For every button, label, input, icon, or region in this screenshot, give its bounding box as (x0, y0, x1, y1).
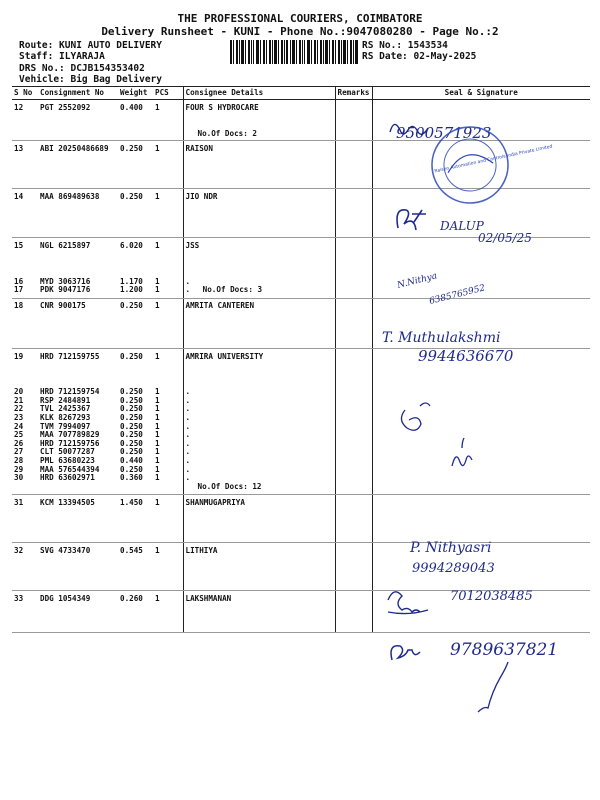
row-consignment: TVL 2425367 (40, 405, 91, 414)
row-consignment: NGL 6215897 (40, 241, 91, 251)
row-sno: 30 (14, 474, 24, 483)
row-consignee: . (183, 466, 335, 475)
row-pcs: 1 (155, 241, 160, 251)
row-pcs: 1 (155, 388, 160, 397)
row-consignment: HRD 63602971 (40, 474, 95, 483)
row-consignment: ABI 20250486689 (38, 141, 118, 189)
handwritten-phone-18: 9944636670 (418, 347, 514, 365)
row-pcs: 1 (155, 439, 160, 448)
row-pcs: 1 (155, 431, 160, 440)
table-row (12, 591, 590, 633)
row-weight: 1.170 (120, 277, 143, 286)
row-consignee: SHANMUGAPRIYA (183, 495, 335, 543)
row-weight: 0.250 (118, 141, 153, 189)
row-sno: 19 (14, 351, 24, 361)
row-weight: 0.250 (120, 405, 143, 414)
row-weight: 0.400 (120, 103, 143, 112)
row-consignee: . (183, 474, 335, 483)
row-weight: 0.260 (118, 591, 153, 633)
table-row (12, 388, 590, 397)
vehicle-field: Vehicle: Big Bag Delivery (19, 74, 162, 85)
table-row (12, 448, 590, 457)
row-consignee: . (183, 405, 335, 414)
row-consignee: AMRIRA UNIVERSITY (183, 348, 335, 388)
header-title: THE PROFESSIONAL COURIERS, COIMBATORE (177, 12, 423, 25)
table-row (12, 474, 590, 483)
handwritten-sig-14: DALUP (440, 219, 484, 233)
row-consignment: PDK 9047176 (38, 286, 118, 298)
row-weight: 0.250 (120, 396, 143, 405)
row-sno: 23 (14, 413, 24, 422)
row-sno: 31 (12, 495, 38, 543)
ink-stroke (478, 662, 508, 712)
table-row (12, 189, 590, 238)
table-row (12, 141, 590, 189)
table-row (12, 405, 590, 414)
table-row (12, 286, 590, 298)
table-row (12, 431, 590, 440)
row-consignee: LITHIYA (183, 543, 335, 591)
route-field: Route: KUNI AUTO DELIVERY (19, 40, 162, 51)
runsheet-table (12, 86, 590, 633)
row-pcs: 1 (153, 591, 183, 633)
row-sno: 33 (12, 591, 38, 633)
row-consignment: DDG 1054349 (38, 591, 118, 633)
table-row (12, 113, 590, 141)
col-sno: S No (12, 87, 38, 100)
row-weight: 1.200 (118, 286, 153, 298)
row-pcs: 1 (155, 456, 160, 465)
row-consignee: . (183, 414, 335, 423)
row-pcs: 1 (155, 405, 160, 414)
barcode-image (230, 40, 358, 64)
row-pcs: 1 (155, 413, 160, 422)
row-weight: 1.450 (118, 495, 153, 543)
table-row (12, 543, 590, 591)
row-consignment: MAA 869489638 (38, 189, 118, 238)
row-pcs: 1 (155, 277, 160, 286)
row-sno: 12 (14, 103, 24, 112)
handwritten-phone-32: 7012038485 (450, 589, 533, 604)
docs-count: No.Of Docs: 2 (183, 113, 335, 141)
col-seal: Seal & Signature (372, 87, 590, 100)
table-row (12, 238, 590, 278)
docs-count: No.Of Docs: 12 (183, 483, 335, 495)
row-pcs: 1 (153, 543, 183, 591)
row-consignee: . (183, 431, 335, 440)
row-pcs: 1 (153, 298, 183, 348)
row-sno: 27 (14, 448, 24, 457)
row-consignment: HRD 712159755 (40, 351, 100, 361)
row-weight: 0.250 (120, 422, 143, 431)
row-weight: 0.250 (120, 465, 143, 474)
col-pcs: PCS (153, 87, 183, 100)
row-sno: 25 (14, 431, 24, 440)
row-sno: 28 (14, 456, 24, 465)
row-consignment: PML 63680223 (40, 456, 95, 465)
col-consignment: Consignment No (38, 87, 118, 100)
row-sno: 21 (14, 396, 24, 405)
row-consignment: TVM 7994097 (40, 422, 91, 431)
table-row (12, 466, 590, 475)
header-subtitle: Delivery Runsheet - KUNI - Phone No.:9047080280 - Page No.:2 (101, 25, 499, 38)
handwritten-phone-33: 9789637821 (450, 640, 559, 660)
row-consignee: JSS (183, 238, 335, 278)
row-consignee: AMRITA CANTEREN (183, 298, 335, 348)
row-weight: 0.360 (120, 474, 143, 483)
table-row (12, 423, 590, 432)
row-weight: 0.545 (118, 543, 153, 591)
row-pcs: 1 (155, 448, 160, 457)
table-row (12, 483, 590, 495)
row-sno: 24 (14, 422, 24, 431)
signature-scribble-33 (391, 646, 420, 660)
row-sno: 13 (12, 141, 38, 189)
row-consignment: HRD 712159754 (40, 388, 100, 397)
col-remarks: Remarks (335, 87, 372, 100)
row-weight: 0.250 (120, 448, 143, 457)
row-sno: 29 (14, 465, 24, 474)
row-consignee: LAKSHMANAN (183, 591, 335, 633)
row-pcs: 1 (153, 141, 183, 189)
row-consignment: PGT 2552092 (40, 103, 91, 112)
table-row (12, 414, 590, 423)
row-weight: 0.250 (120, 431, 143, 440)
docs-count: No.Of Docs: 3 (202, 286, 263, 295)
row-consignee: JIO NDR (183, 189, 335, 238)
handwritten-phone-31: 9994289043 (412, 561, 495, 576)
row-consignment: SVG 4733470 (38, 543, 118, 591)
row-consignee: . (183, 388, 335, 397)
drs-field: DRS No.: DCJB154353402 (19, 63, 145, 74)
row-consignee: . (183, 448, 335, 457)
table-row (12, 348, 590, 388)
row-consignment: RSP 2484891 (40, 396, 91, 405)
row-remarks (335, 100, 372, 113)
table-header-row (12, 87, 590, 100)
row-pcs: 1 (155, 465, 160, 474)
row-sno: 20 (14, 388, 24, 397)
col-weight: Weight (118, 87, 153, 100)
row-pcs: 1 (155, 474, 160, 483)
table-row (12, 440, 590, 449)
row-weight: 0.250 (120, 413, 143, 422)
row-pcs: 1 (153, 286, 183, 298)
row-consignment: MAA 707789829 (40, 431, 100, 440)
row-seal (372, 100, 590, 113)
row-sno: 17 (12, 286, 38, 298)
row-consignment: CLT 50077287 (40, 448, 95, 457)
handwritten-date-14: 02/05/25 (478, 231, 532, 245)
row-sno: 22 (14, 405, 24, 414)
table-row (12, 457, 590, 466)
table-row (12, 100, 590, 113)
row-weight: 0.440 (120, 456, 143, 465)
row-consignee (183, 286, 335, 298)
handwritten-name-31: P. Nithyasri (410, 540, 492, 556)
row-weight: 0.250 (120, 351, 143, 361)
row-consignment: MYD 3063716 (40, 277, 91, 286)
handwritten-name-18: T. Muthulakshmi (382, 330, 501, 346)
row-sno: 32 (12, 543, 38, 591)
staff-field: Staff: ILYARAJA (19, 51, 105, 62)
row-sno: 18 (12, 298, 38, 348)
table-row (12, 278, 590, 287)
handwritten-phone-15: 6385765952 (428, 283, 487, 307)
table-row (12, 298, 590, 348)
row-consignment: KCM 13394505 (38, 495, 118, 543)
stamp-text: Raison Automation and Controls India Private Limited (434, 144, 553, 175)
handwritten-name-15: N.Nithya (396, 271, 439, 291)
table-row (12, 397, 590, 406)
col-consignee: Consignee Details (183, 87, 335, 100)
table-row (12, 495, 590, 543)
row-pcs: 1 (155, 103, 160, 112)
row-consignment: HRD 712159756 (40, 439, 100, 448)
row-weight: 0.250 (118, 298, 153, 348)
row-sno: 26 (14, 439, 24, 448)
row-pcs: 1 (155, 351, 160, 361)
row-consignee: . (183, 423, 335, 432)
row-consignee: . (183, 397, 335, 406)
row-consignee: RAISON (183, 141, 335, 189)
row-consignment: KLK 8267293 (40, 413, 91, 422)
row-consignment: CNR 900175 (38, 298, 118, 348)
handwritten-phone-12: 9500571923 (396, 124, 492, 142)
row-consignee: FOUR S HYDROCARE (183, 100, 335, 113)
row-pcs: 1 (155, 422, 160, 431)
row-consignee: . (183, 457, 335, 466)
row-consignment: MAA 576544394 (40, 465, 100, 474)
row-consignee-name: . (185, 286, 191, 295)
row-weight: 6.020 (120, 241, 143, 251)
row-sno: 15 (14, 241, 24, 251)
row-consignee: . (183, 278, 335, 287)
row-weight: 0.250 (120, 388, 143, 397)
row-pcs: 1 (155, 396, 160, 405)
rs-date-field: RS Date: 02-May-2025 (362, 51, 477, 62)
row-pcs: 1 (153, 189, 183, 238)
row-weight: 0.250 (120, 439, 143, 448)
row-weight: 0.250 (118, 189, 153, 238)
row-sno: 16 (14, 277, 24, 286)
rs-no-field: RS No.: 1543534 (362, 40, 448, 51)
row-sno: 14 (12, 189, 38, 238)
row-pcs: 1 (153, 495, 183, 543)
row-consignee: . (183, 440, 335, 449)
